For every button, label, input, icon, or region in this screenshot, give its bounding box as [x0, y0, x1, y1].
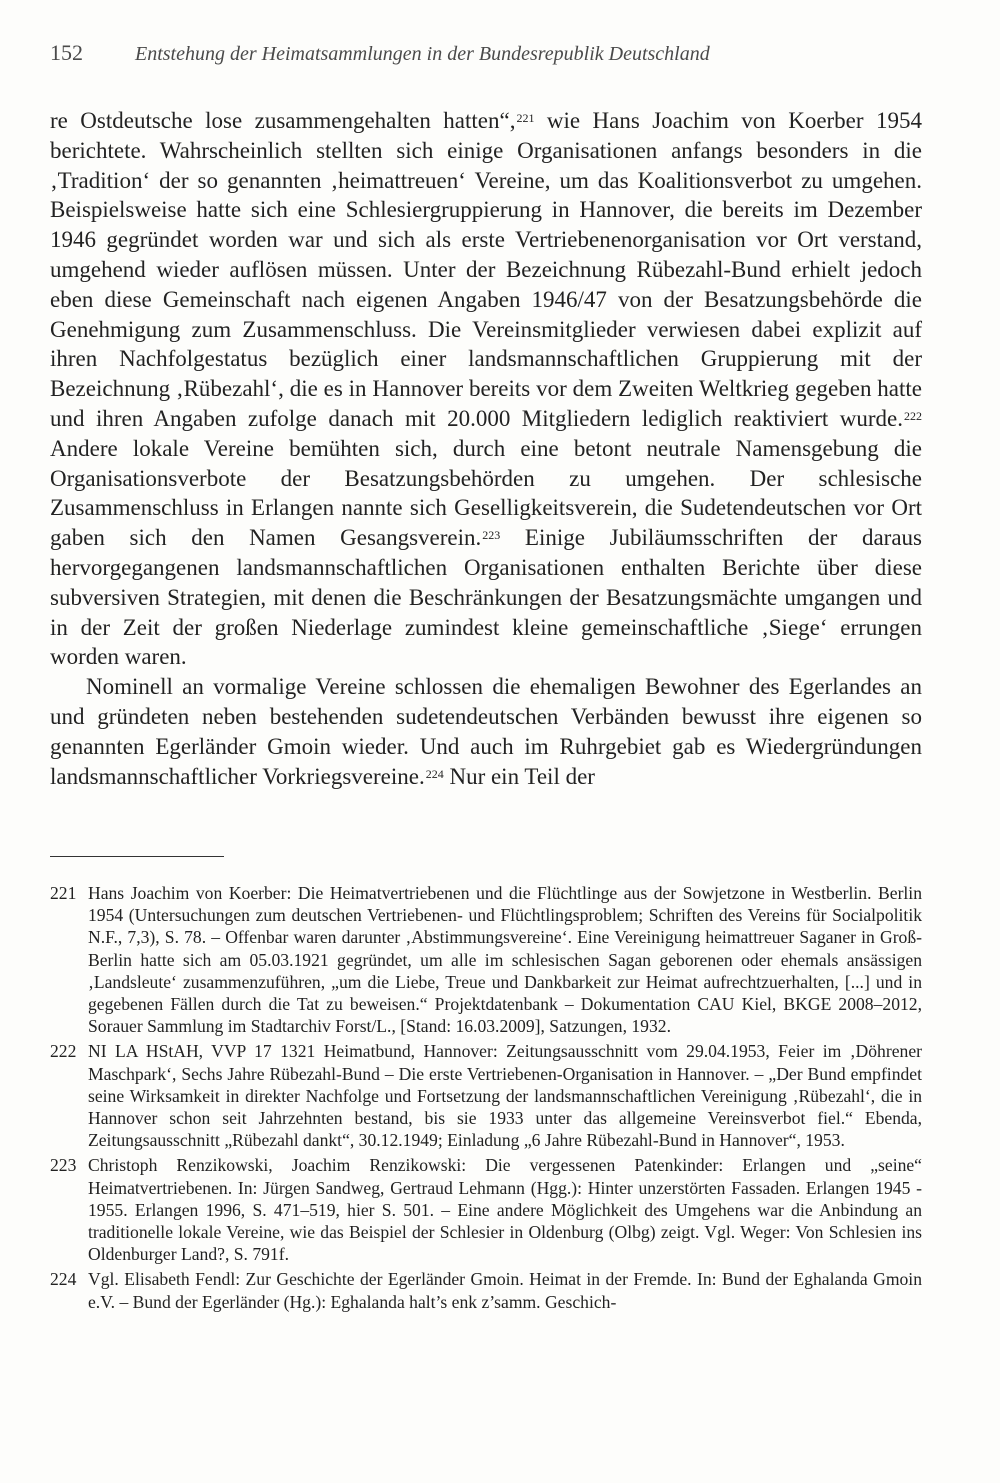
text-segment: Nominell an vormalige Vereine schlossen die ehemaligen Bewohner des Egerlandes an und gründeten neben bestehenden sudetendeutschen Verbänden bewusst ihre eigenen so genannten Egerländer Gmoin wieder. Und auch im Ruhrgebiet gab es Wiedergründungen landsmannschaftlicher Vorkriegsvereine.: [50, 674, 922, 789]
footnote-text: Hans Joachim von Koerber: Die Heimatvertriebenen und die Flüchtlinge aus der Sowjetzone in Westberlin. Berlin 1954 (Untersuchungen zum deutschen Vertriebenen- und Flüchtlingsproblem; Schriften des Vereins für Socialpolitik N.F., 7,3), S. 78. – Offenbar waren darunter ‚Abstimmungsvereine‘. Eine Vereinigung heimattreuer Saganer in Groß-Berlin hatte sich am 05.03.1921 gegründet, um alle im schlesischen Sagan geborenen oder ehemals ansässigen ‚Landsleute‘ zusammenzuführen, „um die Liebe, Treue und Dankbarkeit zur Heimat aufrechtzuerhalten, [...] und in gegebenen Fällen durch die Tat zu beweisen.“ Projektdatenbank – Dokumentation CAU Kiel, BKGE 2008–2012, Sorauer Sammlung im Stadtarchiv Forst/L., [Stand: 16.03.2009], Satzungen, 1932.: [88, 883, 922, 1037]
footnote-text: Christoph Renzikowski, Joachim Renzikowski: Die vergessenen Patenkinder: Erlangen und „seine“ Heimatvertriebenen. In: Jürgen Sandweg, Gertraud Lehmann (Hgg.): Hinter unzerstörten Fassaden. Erlangen 1945 - 1955. Erlangen 1996, S. 471–519, hier S. 501. – Eine andere Möglichkeit des Umgehens war die Anbindung an traditionelle lokale Vereine, wie das Beispiel der Schlesier in Oldenburg (Olbg) zeigt. Vgl. Weger: Von Schlesien ins Oldenburger Land?, S. 791f.: [88, 1155, 922, 1265]
footnote-ref-221[interactable]: 221: [516, 111, 535, 125]
main-text: [50, 106, 922, 791]
footnote-ref-222[interactable]: 222: [904, 408, 922, 423]
footnotes: [50, 882, 922, 1316]
footnote-221: [50, 882, 922, 1037]
footnote-ref-224[interactable]: 224: [425, 766, 444, 781]
page-number: 152: [50, 40, 83, 65]
text-segment: Andere lokale Vereine bemühten sich, durch eine betont neutrale Namensgebung die Organisationsverbote der Besatzungsbehörden zu umgehen. Der schlesische Zusammenschluss in Erlangen nannte sich Geselligkeitsverein, die Sudetendeutschen vor Ort gaben sich den Namen Gesangsverein.: [50, 435, 922, 551]
footnote-223: [50, 1154, 922, 1265]
footnote-ref-223[interactable]: 223: [482, 528, 501, 543]
running-head: [50, 40, 930, 74]
paragraph-2: [50, 672, 922, 791]
footnote-224: [50, 1268, 922, 1312]
paragraph-1: [50, 106, 922, 672]
footnote-separator: [50, 856, 224, 857]
running-title: Entstehung der Heimatsammlungen in der Bundesrepublik Deutschland: [135, 43, 710, 65]
text-segment: wie Hans Joachim von Koerber 1954 berichtete. Wahrscheinlich stellten sich einige Organisationen anfangs besonders in die ‚Tradition‘ der so genannten ‚heimattreuen‘ Vereine, um das Koalitionsverbot zu umgehen. Beispielsweise hatte sich eine Schlesiergruppierung in Hannover, die bereits im Dezember 1946 gegründet worden war und sich als erste Vertriebenenorganisation vor Ort verstand, umgehend wieder auflösen müssen. Unter der Bezeichnung Rübezahl-Bund erhielt jedoch eben diese Gemeinschaft nach eigenen Angaben 1946/47 von der Besatzungsbehörde die Genehmigung zum Zusammenschluss. Die Vereinsmitglieder verwiesen dabei explizit auf ihren Nachfolgestatus bezüglich einer landsmannschaftlichen Gruppierung mit der Bezeichnung ‚Rübezahl‘, die es in Hannover bereits vor dem Zweiten Weltkrieg gegeben hatte und ihren Angaben zufolge danach mit 20.000 Mitgliedern lediglich reaktiviert wurde.: [50, 108, 922, 431]
footnote-text: NI LA HStAH, VVP 17 1321 Heimatbund, Hannover: Zeitungsausschnitt vom 29.04.1953, Feier im ‚Döhrener Maschpark‘, Sechs Jahre Rübezahl-Bund – Die erste Vertriebenen-Organisation in Hannover. – „Der Bund empfindet seine Wirksamkeit in direkter Nachfolge und Fortsetzung der landsmannschaftlichen Vereinigung ‚Rübezahl‘, die in Hannover schon seit Jahrzehnten bestand, bis sie 1933 unter das allgemeine Vereinsverbot fiel.“ Ebenda, Zeitungsausschnitt „Rübezahl dankt“, 30.12.1949; Einladung „6 Jahre Rübezahl-Bund in Hannover“, 1953.: [88, 1041, 922, 1151]
footnote-text: Vgl. Elisabeth Fendl: Zur Geschichte der Egerländer Gmoin. Heimat in der Fremde. In: Bund der Eghalanda Gmoin e.V. – Bund der Egerländer (Hg.): Eghalanda halt’s enk z’samm. Geschich-: [88, 1269, 922, 1312]
text-segment: Einige Jubiläumsschriften der daraus hervorgegangenen landsmannschaftlichen Organisationen enthalten Berichte über diese subversiven Strategien, mit denen die Beschränkungen der Besatzungsmächte umgangen und in der Zeit der großen Niederlage zumindest kleine gemeinschaftliche ‚Siege‘ errungen worden waren.: [50, 525, 922, 670]
text-segment: Nur ein Teil der: [443, 763, 595, 789]
footnote-number: 222: [50, 1041, 77, 1062]
footnote-number: 223: [50, 1155, 77, 1176]
footnote-number: 224: [50, 1269, 77, 1290]
text-segment: re Ostdeutsche lose zusammengehalten hatten“,: [50, 108, 516, 133]
footnote-number: 221: [50, 883, 77, 903]
footnote-222: [50, 1040, 922, 1151]
